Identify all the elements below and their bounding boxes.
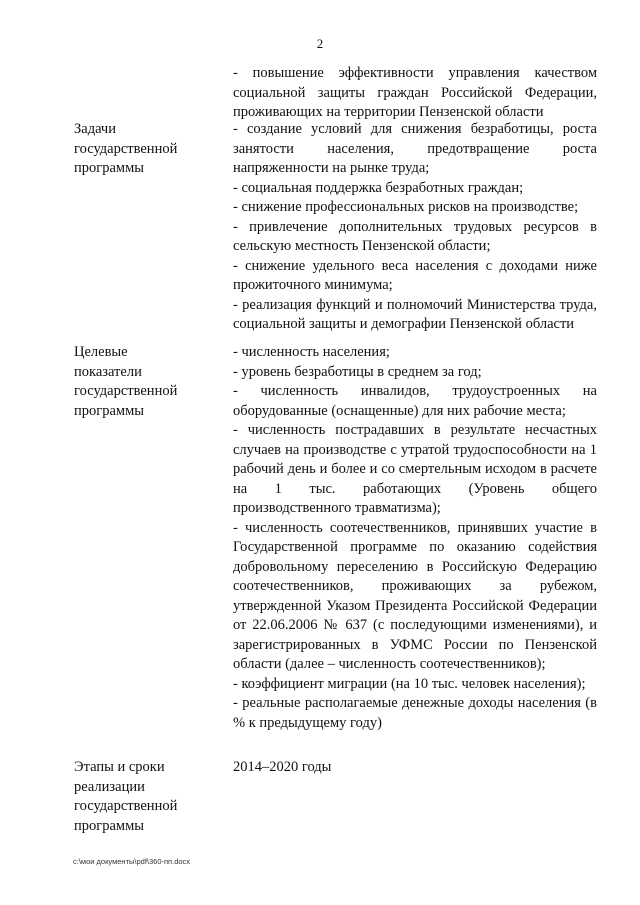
tasks-item: - снижение удельного веса населения с доходами ниже прожиточного минимума;: [233, 257, 597, 293]
indicators-item: - реальные располагаемые денежные доходы населения (в % к предыдущему году): [233, 695, 597, 731]
tasks-item: - привлечение дополнительных трудовых ресурсов в сельскую местность Пензенской области;: [233, 218, 597, 254]
page-number: 2: [316, 36, 324, 51]
tasks-label: [74, 120, 234, 179]
indicators-item: - численность пострадавших в результате несчастных случаев на производстве с утратой трудоспособности на 1 рабочий день и более и со смертельным исходом в расчете на 1 тыс. работающих (Уровень общего производственного травматизма);: [233, 422, 597, 516]
goal-content: [233, 64, 597, 123]
timeline-label-line: Этапы и сроки: [74, 759, 165, 775]
goal-item: - повышение эффективности управления качеством социальной защиты граждан Российской Федерации, проживающих на территории Пензенской области: [233, 65, 597, 120]
indicators-label: [74, 343, 234, 421]
indicators-item: - уровень безработицы в среднем за год;: [233, 363, 482, 380]
indicators-content: [233, 343, 597, 733]
indicators-label-line: Целевые: [74, 344, 128, 360]
timeline-label: [74, 758, 234, 836]
timeline-item: 2014–2020 годы: [233, 759, 332, 775]
indicators-item: - численность соотечественников, принявших участие в Государственной программе по оказанию содействия добровольному переселению в Российскую Федерацию соотечественников, проживающих за рубежом, утвержденной Указом Президента Российской Федерации от 22.06.2006 № 637 (с последующими изменениями), и зарегистрированных в УФМС России по Пензенской области (далее – численность соотечественников);: [233, 519, 597, 672]
indicators-label-line: программы: [74, 402, 144, 419]
tasks-item: - снижение профессиональных рисков на производстве;: [233, 199, 579, 215]
indicators-item: - численность инвалидов, трудоустроенных на оборудованные (оснащенные) для них рабочие места;: [233, 383, 597, 419]
timeline-label-line: государственной: [74, 798, 178, 814]
tasks-content: [233, 120, 597, 335]
tasks-item: - создание условий для снижения безработицы, роста занятости населения, предотвращение роста напряженности на рынке труда;: [233, 121, 597, 176]
indicators-item: - коэффициент миграции (на 10 тыс. человек населения);: [233, 675, 586, 692]
indicators-label-line: государственной: [74, 383, 178, 399]
timeline-label-line: программы: [74, 817, 144, 834]
timeline-content: [233, 758, 597, 778]
tasks-label-line: государственной: [74, 140, 178, 157]
footer-file-path: c:\мои документы\pdf\360-пп.docx: [73, 857, 191, 866]
tasks-item: - реализация функций и полномочий Министерства труда, социальной защиты и демографии Пензенской области: [233, 296, 597, 332]
tasks-label-line: программы: [74, 160, 144, 176]
tasks-item: - социальная поддержка безработных граждан;: [233, 179, 524, 196]
indicators-item: - численность населения;: [233, 344, 390, 360]
tasks-label-line: Задачи: [74, 121, 116, 137]
indicators-label-line: показатели: [74, 363, 142, 380]
timeline-label-line: реализации: [74, 778, 145, 795]
